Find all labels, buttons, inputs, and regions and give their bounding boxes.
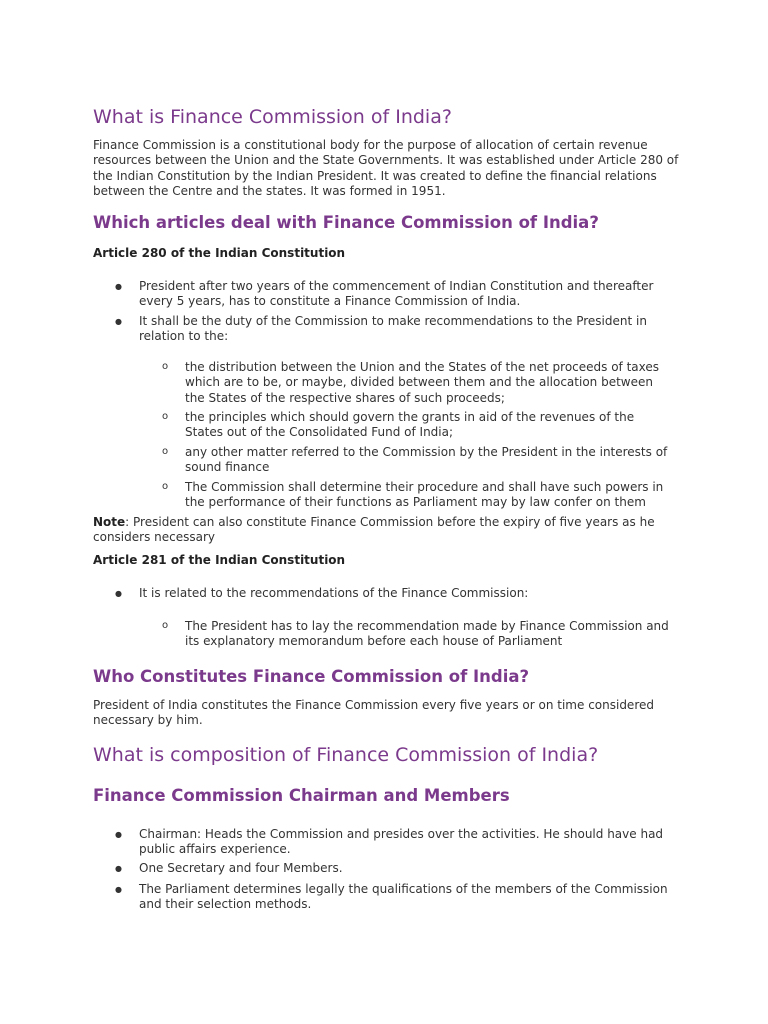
bullet-icon: ●	[115, 885, 122, 894]
bullet-icon: ●	[115, 589, 122, 598]
bullet-icon: ●	[115, 830, 122, 839]
sub-bullet-icon: o	[162, 446, 169, 457]
label-article-281: Article 281 of the Indian Constitution	[93, 553, 346, 567]
list-item-text: It is related to the recommendations of the Finance Commission:	[139, 586, 529, 600]
list-item	[115, 861, 669, 876]
list-item-text: The Parliament determines legally the qualifications of the members of the Commission and their selection methods.	[139, 882, 668, 912]
sub-bullet-icon: o	[162, 361, 169, 372]
sub-list-item-text: The President has to lay the recommendation made by Finance Commission and its explanatory memorandum before each house of Parliament	[185, 619, 669, 649]
paragraph-definition: Finance Commission is a constitutional body for the purpose of allocation of certain revenue resources between the Union and the State Governments. It was established under Article 280 of the Indian Constitution by the Indian President. It was created to define the financial relations between the Centre and the states. It was formed in 1951.	[93, 138, 679, 198]
note-paragraph	[93, 515, 683, 546]
list-item	[115, 827, 669, 858]
sub-list-item-text: the principles which should govern the grants in aid of the revenues of the States out of the Consolidated Fund of India;	[185, 410, 635, 440]
sub-list-item	[162, 619, 675, 650]
sub-list-item-text: the distribution between the Union and the States of the net proceeds of taxes which are to be, or maybe, divided between them and the allocation between the States of the respective shares of such proceeds;	[185, 360, 660, 405]
label-article-280: Article 280 of the Indian Constitution	[93, 246, 346, 260]
heading-articles: Which articles deal with Finance Commission of India?	[93, 213, 599, 232]
sub-list-item	[162, 360, 675, 406]
list-item	[115, 279, 669, 310]
sub-list-item	[162, 410, 675, 441]
sub-list-item-text: The Commission shall determine their procedure and shall have such powers in the performance of their functions as Parliament may by law confer on them	[185, 480, 664, 510]
note-label: Note	[93, 515, 126, 529]
sub-list-item	[162, 480, 675, 511]
sub-bullet-icon: o	[162, 620, 169, 631]
bullet-icon: ●	[115, 282, 122, 291]
heading-composition: What is composition of Finance Commission of India?	[93, 744, 599, 766]
paragraph-who-constitutes: President of India constitutes the Finance Commission every five years or on time considered necessary by him.	[93, 698, 654, 728]
bullet-icon: ●	[115, 864, 122, 873]
list-item	[115, 882, 669, 913]
list-item	[115, 586, 669, 601]
list-item-text: President after two years of the commencement of Indian Constitution and thereafter every 5 years, has to constitute a Finance Commission of India.	[139, 279, 654, 309]
list-item-text: One Secretary and four Members.	[139, 861, 343, 875]
sub-bullet-icon: o	[162, 481, 169, 492]
list-item-text: It shall be the duty of the Commission to make recommendations to the President in relation to the:	[139, 314, 647, 344]
heading-who-constitutes: Who Constitutes Finance Commission of India?	[93, 667, 530, 686]
sub-list-item	[162, 445, 675, 476]
heading-chairman-members: Finance Commission Chairman and Members	[93, 786, 510, 805]
list-item-text: Chairman: Heads the Commission and presides over the activities. He should have had public affairs experience.	[139, 827, 664, 857]
heading-what-is-finance-commission: What is Finance Commission of India?	[93, 106, 452, 128]
sub-bullet-icon: o	[162, 411, 169, 422]
list-item	[115, 314, 669, 345]
bullet-icon: ●	[115, 317, 122, 326]
sub-list-item-text: any other matter referred to the Commission by the President in the interests of sound finance	[185, 445, 668, 475]
note-text: : President can also constitute Finance Commission before the expiry of five years as he considers necessary	[93, 515, 655, 545]
